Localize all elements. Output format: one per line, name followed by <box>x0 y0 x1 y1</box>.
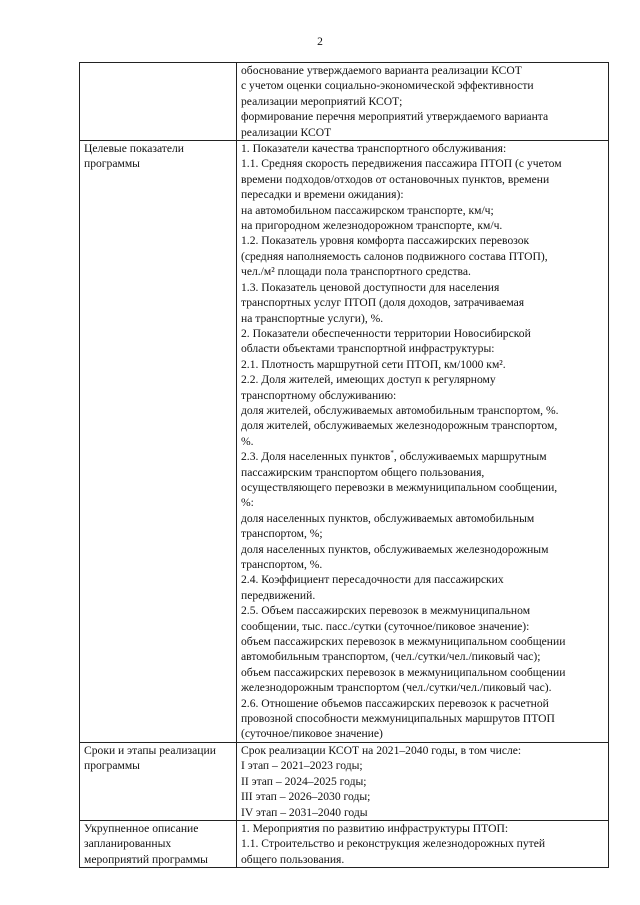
content-line: транспортом, %. <box>241 558 323 571</box>
content-line: (суточное/пиковое значение) <box>241 727 383 741</box>
content-line: транспортных услуг ПТОП (доля доходов, затрачиваемая <box>241 296 525 310</box>
content-line: IV этап – 2031–2040 годы <box>241 805 368 819</box>
label-line: запланированных <box>84 837 172 851</box>
row-label-cell <box>80 820 237 867</box>
content-line: (средняя наполняемость салонов подвижного состава ПТОП), <box>241 249 548 263</box>
content-line: доля населенных пунктов, обслуживаемых автомобильным <box>241 511 535 525</box>
content-line: III этап – 2026–2030 годы; <box>241 790 371 804</box>
content-line: осуществляющего перевозки в межмуниципальном сообщении, <box>241 480 558 494</box>
row-label-cell <box>80 141 237 743</box>
table-row <box>80 63 609 141</box>
content-line: железнодорожным транспортом (чел./сутки/чел./пиковый час). <box>241 681 552 695</box>
row-content-cell <box>237 141 609 743</box>
row-label-cell <box>80 742 237 820</box>
content-line: 1.3. Показатель ценовой доступности для населения <box>241 280 500 294</box>
content-line: 2.6. Отношение объемов пассажирских перевозок к расчетной <box>241 696 549 710</box>
content-line: 1.2. Показатель уровня комфорта пассажирских перевозок <box>241 234 530 248</box>
content-line: доля жителей, обслуживаемых железнодорожным транспортом, <box>241 419 558 433</box>
content-line: доля населенных пунктов, обслуживаемых железнодорожным <box>241 542 549 556</box>
content-line: 2. Показатели обеспеченности территории Новосибирской <box>241 326 531 340</box>
content-line: объем пассажирских перевозок в межмуниципальном сообщении <box>241 635 566 649</box>
content-line: 2.5. Объем пассажирских перевозок в межмуниципальном <box>241 604 531 618</box>
content-line: на пригородном железнодорожном транспорте, км/ч. <box>241 219 503 233</box>
content-line: I этап – 2021–2023 годы; <box>241 759 363 773</box>
row-content-cell <box>237 742 609 820</box>
content-line: 2.4. Коэффициент пересадочности для пассажирских <box>241 573 504 587</box>
content-line: реализации КСОТ <box>241 125 332 139</box>
content-line: чел./м² площади пола транспортного средства. <box>241 265 471 279</box>
row-content-cell <box>237 63 609 141</box>
table-body <box>80 63 609 868</box>
content-line: провозной способности межмуниципальных маршрутов ПТОП <box>241 712 555 726</box>
content-line: 1.1. Средняя скорость передвижения пассажира ПТОП (с учетом <box>241 157 562 171</box>
content-line: формирование перечня мероприятий утверждаемого варианта <box>241 110 549 124</box>
content-line: реализации мероприятий КСОТ; <box>241 94 403 108</box>
content-line: Срок реализации КСОТ на 2021–2040 годы, в том числе: <box>241 743 522 757</box>
content-line: доля жителей, обслуживаемых автомобильным транспортом, %. <box>241 403 559 417</box>
content-line: 1.1. Строительство и реконструкция железнодорожных путей <box>241 837 546 851</box>
content-line: 1. Мероприятия по развитию инфраструктуры ПТОП: <box>241 821 509 835</box>
content-line: объем пассажирских перевозок в межмуниципальном сообщении <box>241 665 566 679</box>
content-line: обоснование утверждаемого варианта реализации КСОТ <box>241 64 522 77</box>
content-line: транспортом, %; <box>241 527 323 541</box>
content-line: %. <box>241 434 254 448</box>
content-line: времени подходов/отходов от остановочных пунктов, времени <box>241 172 550 186</box>
table-row <box>80 742 609 820</box>
content-line: области объектами транспортной инфраструктуры: <box>241 342 495 356</box>
program-passport-table <box>79 62 609 868</box>
content-line: 2.1. Плотность маршрутной сети ПТОП, км/1000 км². <box>241 357 506 371</box>
label-line: Укрупненное описание <box>84 821 199 835</box>
label-line: Сроки и этапы реализации <box>84 743 216 757</box>
content-line: пассажирским транспортом общего пользования, <box>241 465 485 479</box>
page-number: 2 <box>317 36 323 48</box>
table-row <box>80 820 609 867</box>
row-label-cell <box>80 63 237 141</box>
content-line: 1. Показатели качества транспортного обслуживания: <box>241 142 507 156</box>
label-line: мероприятий программы <box>84 852 208 866</box>
label-line: Целевые показатели <box>84 142 184 156</box>
content-line: на автомобильном пассажирском транспорте, км/ч; <box>241 203 494 217</box>
content-line: на транспортные услуги), %. <box>241 311 384 325</box>
content-line: 2.2. Доля жителей, имеющих доступ к регулярному <box>241 373 496 387</box>
table-row <box>80 141 609 743</box>
content-line: %: <box>241 496 254 510</box>
content-line: передвижений. <box>241 588 316 602</box>
content-line: автомобильным транспортом, (чел./сутки/чел./пиковый час); <box>241 650 541 664</box>
content-line: II этап – 2024–2025 годы; <box>241 774 367 788</box>
content-line: с учетом оценки социально-экономической эффективности <box>241 79 534 93</box>
content-line: 2.3. Доля населенных пунктов*, обслуживаемых маршрутным <box>241 449 547 464</box>
label-line: программы <box>84 759 140 773</box>
label-line: программы <box>84 157 140 171</box>
content-line: сообщении, тыс. пасс./сутки (суточное/пиковое значение): <box>241 619 530 633</box>
content-line: общего пользования. <box>241 852 345 866</box>
content-line: пересадки и времени ожидания): <box>241 188 404 202</box>
row-content-cell <box>237 820 609 867</box>
footnote-marker: * <box>390 449 394 458</box>
content-line: транспортному обслуживанию: <box>241 388 397 402</box>
